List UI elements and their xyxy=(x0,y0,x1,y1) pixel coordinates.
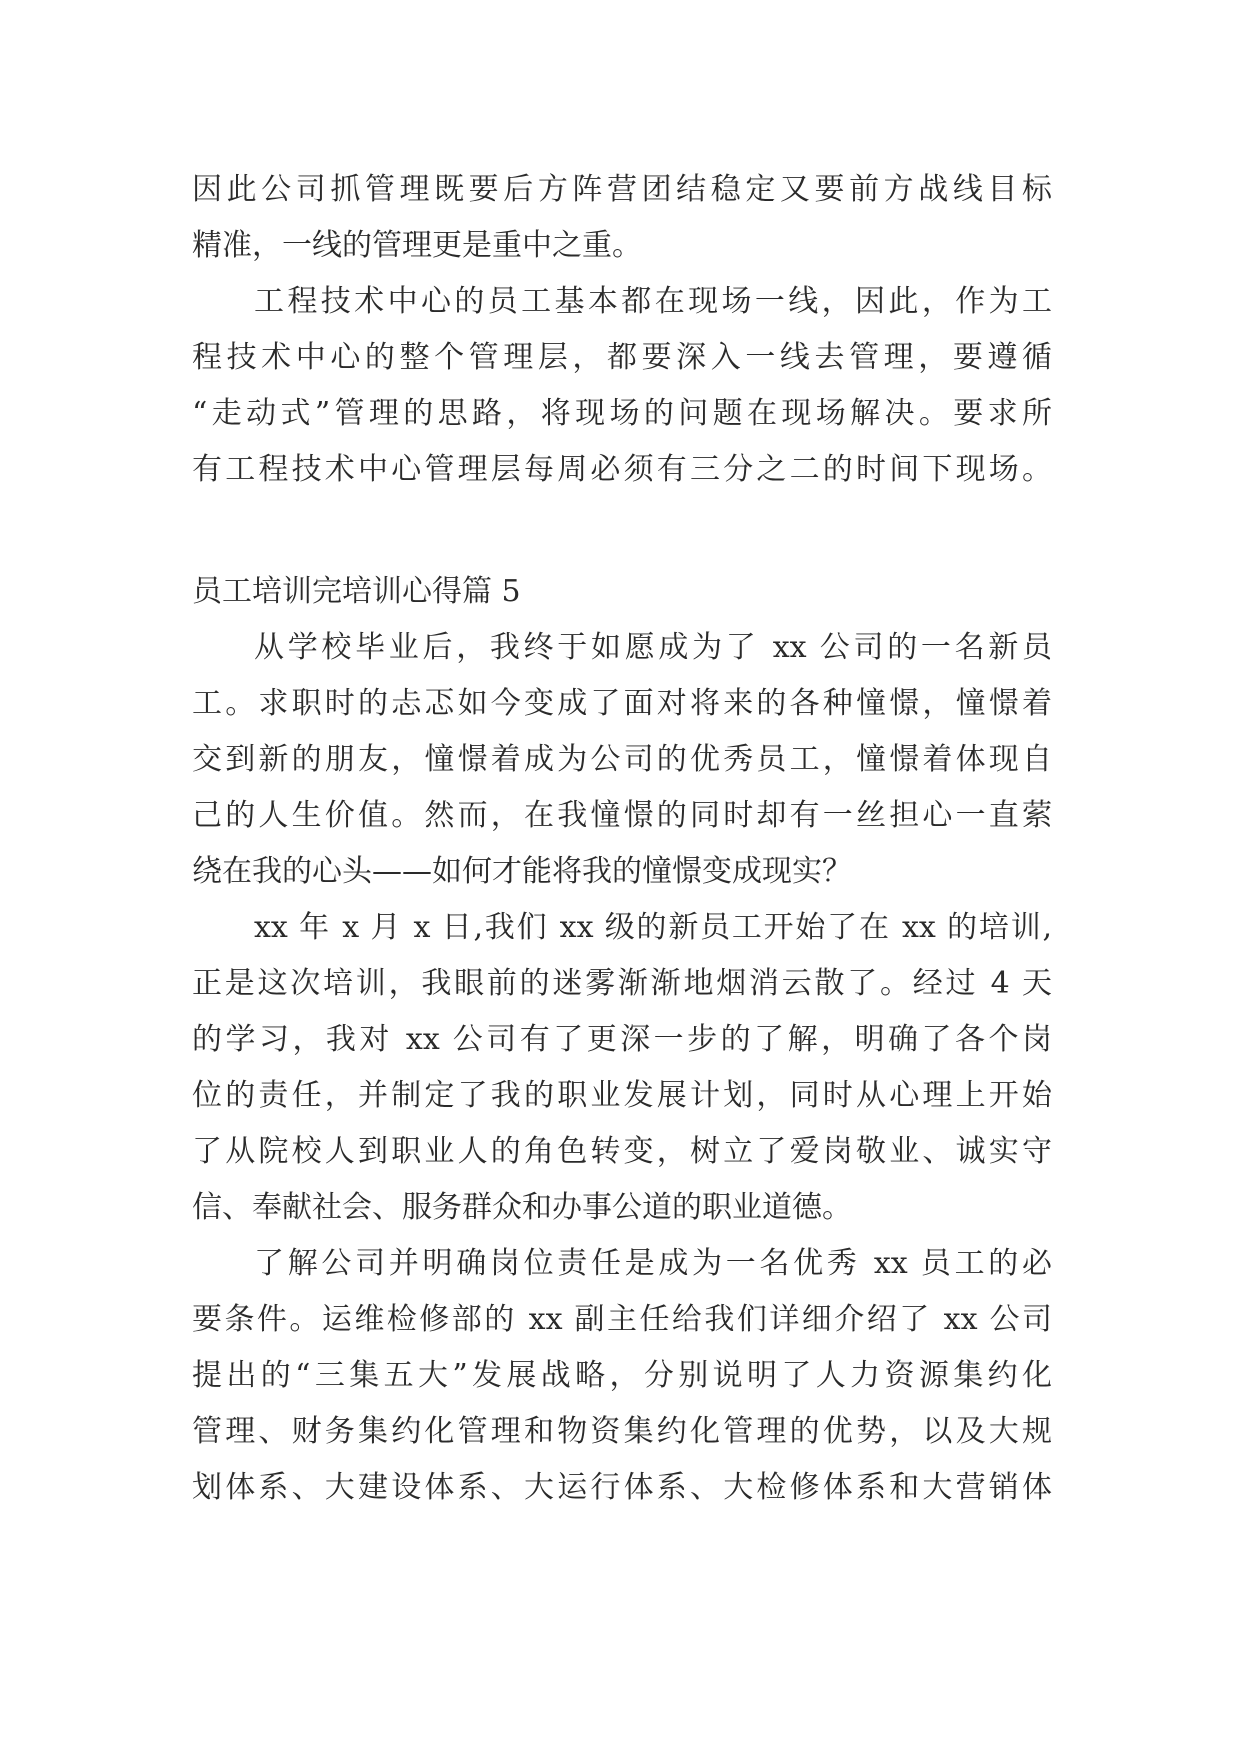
paragraph-line: 提出的“三集五大”发展战略，分别说明了人力资源集约化 xyxy=(192,1358,1052,1393)
paragraph-line: 要条件。运维检修部的 xx 副主任给我们详细介绍了 xx 公司 xyxy=(192,1302,1052,1337)
paragraph-line: 工。求职时的忐忑如今变成了面对将来的各种憧憬，憧憬着 xyxy=(192,686,1052,721)
paragraph-line: 精准，一线的管理更是重中之重。 xyxy=(192,228,642,263)
paragraph-line: 工程技术中心的员工基本都在现场一线，因此，作为工 xyxy=(254,284,1052,319)
paragraph-line: xx 年 x 月 x 日,我们 xx 级的新员工开始了在 xx 的培训, xyxy=(254,910,1052,945)
paragraph-line: 位的责任，并制定了我的职业发展计划，同时从心理上开始 xyxy=(192,1078,1052,1113)
paragraph-line: 有工程技术中心管理层每周必须有三分之二的时间下现场。 xyxy=(192,452,1052,487)
paragraph-line: “走动式”管理的思路，将现场的问题在现场解决。要求所 xyxy=(192,396,1052,431)
paragraph-line: 从学校毕业后，我终于如愿成为了 xx 公司的一名新员 xyxy=(254,630,1052,665)
paragraph-line: 了解公司并明确岗位责任是成为一名优秀 xx 员工的必 xyxy=(254,1246,1052,1281)
paragraph-line: 交到新的朋友，憧憬着成为公司的优秀员工，憧憬着体现自 xyxy=(192,742,1052,777)
paragraph-line: 程技术中心的整个管理层，都要深入一线去管理，要遵循 xyxy=(192,340,1052,375)
paragraph-line: 的学习，我对 xx 公司有了更深一步的了解，明确了各个岗 xyxy=(192,1022,1052,1057)
section-title: 员工培训完培训心得篇 5 xyxy=(192,574,521,609)
paragraph-line: 己的人生价值。然而，在我憧憬的同时却有一丝担心一直萦 xyxy=(192,798,1052,833)
paragraph-line: 划体系、大建设体系、大运行体系、大检修体系和大营销体 xyxy=(192,1470,1052,1505)
paragraph-line: 因此公司抓管理既要后方阵营团结稳定又要前方战线目标 xyxy=(192,172,1052,207)
paragraph-line: 信、奉献社会、服务群众和办事公道的职业道德。 xyxy=(192,1190,852,1225)
paragraph-line: 正是这次培训，我眼前的迷雾渐渐地烟消云散了。经过 4 天 xyxy=(192,966,1052,1001)
paragraph-line: 了从院校人到职业人的角色转变，树立了爱岗敬业、诚实守 xyxy=(192,1134,1052,1169)
paragraph-line: 管理、财务集约化管理和物资集约化管理的优势，以及大规 xyxy=(192,1414,1052,1449)
paragraph-line: 绕在我的心头——如何才能将我的憧憬变成现实？ xyxy=(192,854,852,889)
